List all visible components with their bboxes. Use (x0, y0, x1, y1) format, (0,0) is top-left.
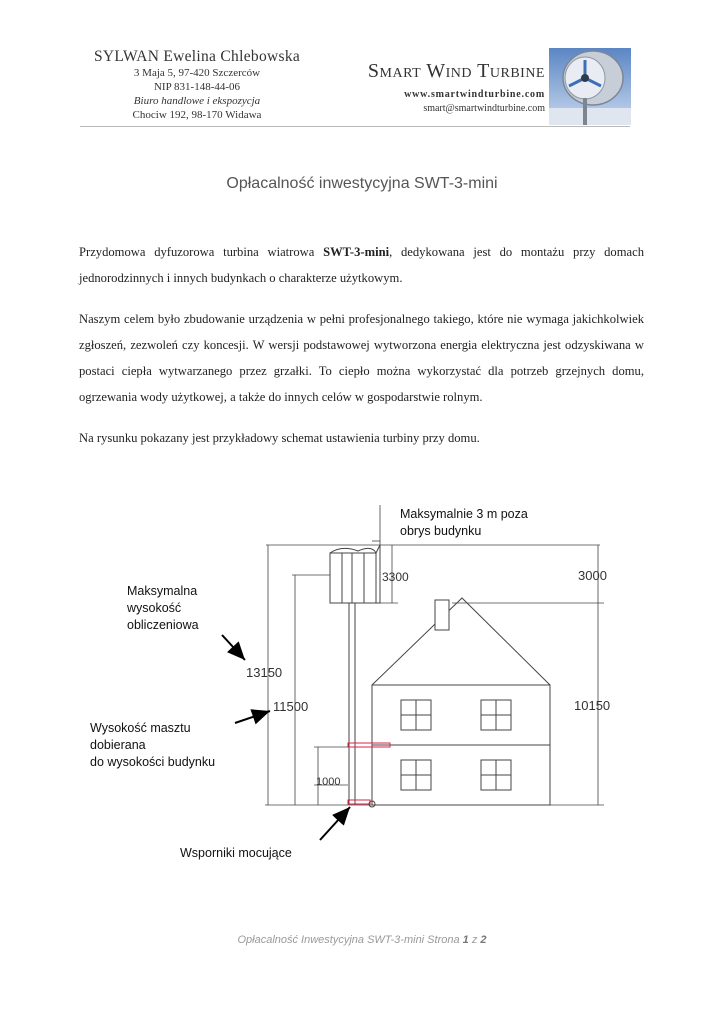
label-max-height-1: Maksymalna (127, 584, 198, 598)
brand-title: Smart Wind Turbine (367, 60, 545, 82)
label-max-height-2: wysokość (127, 601, 182, 615)
dim-total: 13150 (246, 665, 283, 680)
label-max-height-3: obliczeniowa (127, 618, 199, 632)
label-max-distance-1: Maksymalnie 3 m poza (400, 507, 528, 521)
company-office-address: Chociw 192, 98-170 Widawa (132, 109, 262, 121)
dimension-lines (265, 505, 604, 805)
installation-diagram (80, 495, 640, 875)
product-name: SWT-3-mini (323, 245, 390, 259)
footer-page-number: 1 (462, 934, 469, 946)
turbine-logo-icon (549, 48, 631, 125)
paragraph-intro-start: Przydomowa dyfuzorowa turbina wiatrowa (79, 245, 324, 259)
company-name: SYLWAN Ewelina Chlebowska (93, 48, 301, 65)
page-footer (0, 934, 724, 946)
mast-drawing (349, 603, 355, 805)
turbine-drawing (330, 545, 380, 603)
label-mast-1: Wysokość masztu (90, 721, 191, 735)
paragraph-goal: Naszym celem było zbudowanie urządzenia w pełni profesjonalnego takiego, które nie wymaga jakichkolwiek zgłoszeń, zezwoleń czy koncesji. W wersji podstawowej wytworzona energia elektryczna jest odzyskiwana w postaci ciepła wytwarzanego przez grzałki. To ciepło można wykorzystać dla potrzeb grzejnych domu, ogrzewania wody użytkowej, a także do innych celów w gospodarstwie rolnym. (79, 312, 644, 404)
dim-above-roof: 3000 (578, 568, 607, 583)
page-title: Opłacalność inwestycyjna SWT-3-mini (226, 175, 498, 192)
company-address: 3 Maja 5, 97-420 Szczerców (133, 67, 261, 79)
label-brackets: Wsporniki mocujące (180, 846, 292, 860)
header-divider (80, 126, 630, 127)
dim-mast: 11500 (273, 699, 309, 714)
company-block (92, 48, 302, 122)
house-drawing (372, 598, 550, 805)
bracket-drawing (348, 743, 390, 804)
brand-email[interactable]: smart@smartwindturbine.com (423, 103, 545, 114)
label-mast-2: dobierana (90, 738, 146, 752)
footer-of: z (468, 934, 481, 946)
brand-website[interactable]: www.smartwindturbine.com (404, 89, 545, 100)
dim-turbine: 3300 (382, 570, 409, 584)
dim-building: 10150 (574, 698, 611, 713)
paragraph-intro-end: , dedykowana jest do montażu przy domach jednorodzinnych i innych budynkach o charakterze użytkowym. (79, 245, 644, 285)
brand-block (330, 58, 545, 116)
footer-page-total: 2 (480, 934, 487, 946)
footer-text: Opłacalność Inwestycyjna SWT-3-mini Strona (237, 934, 463, 946)
dim-bracket: 1000 (316, 776, 341, 788)
company-office: Biuro handlowe i ekspozycja (133, 95, 261, 107)
company-nip: NIP 831-148-44-06 (153, 81, 241, 93)
paragraph-intro (79, 239, 644, 291)
paragraph-figure-intro: Na rysunku pokazany jest przykładowy schemat ustawienia turbiny przy domu. (79, 431, 480, 445)
label-mast-3: do wysokości budynku (90, 755, 216, 769)
label-max-distance-2: obrys budynku (400, 524, 482, 538)
